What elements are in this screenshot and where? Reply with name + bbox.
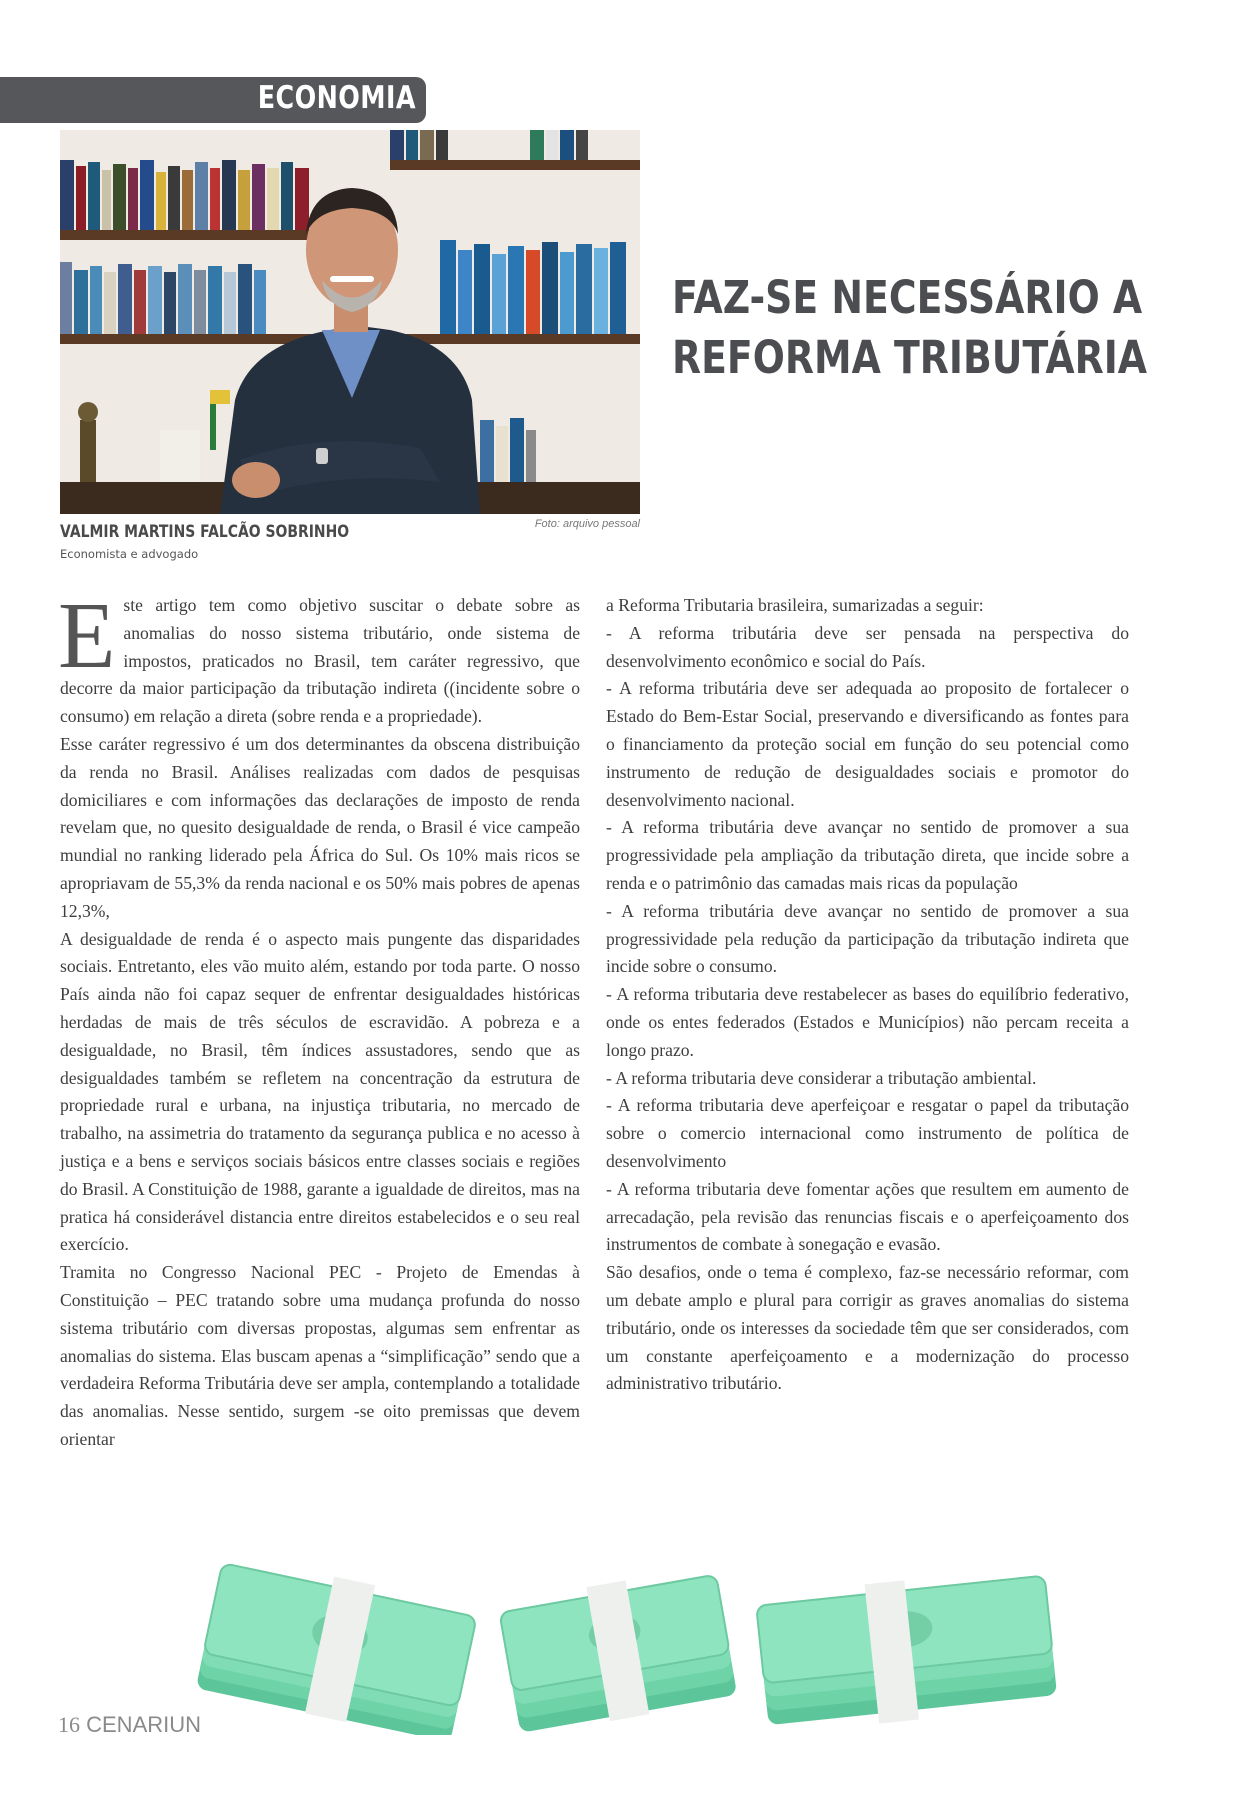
headline-line-1: FAZ-SE NECESSÁRIO A	[672, 271, 1143, 324]
paragraph: Este artigo tem como objetivo suscitar o debate sobre as anomalias do nosso sistema tributário, onde sistema de impostos, praticados no Brasil, tem caráter regressivo, que decorre da maior participação da tributação indireta ((incidente sobre o consumo) em relação a direta (sobre renda e a propriedade).	[58, 584, 580, 727]
premise-item: - A reforma tributária deve ser adequada ao proposito de fortalecer o Estado do Bem-Estar Social, preservando e diversificando as fontes para o financiamento da proteção social em função do seu potencial como instrumento de redução de desigualdades sociais e promotor do desenvolvimento nacional.	[606, 678, 1129, 810]
money-stack-icon	[498, 1565, 738, 1735]
paragraph: Esse caráter regressivo é um dos determinantes da obscena distribuição da renda no Brasil. Análises realizadas com dados de pesquisas domiciliares e com informações das declarações de imposto de renda revelam que, no quesito desigualdade de renda, o Brasil é vice campeão mundial no ranking liderado pela África do Sul. Os 10% mais ricos se apropriavam de 55,3% da renda nacional e os 50% mais pobres de apenas 12,3%,	[60, 733, 580, 921]
article-column-right	[606, 592, 1129, 1398]
section-bar	[0, 77, 426, 123]
paragraph: Tramita no Congresso Nacional PEC - Projeto de Emendas à Constituição – PEC tratando sobre uma mudança profunda do nosso sistema tributário com diversas propostas, algumas sem enfrentar as anomalias do sistema. Elas buscam apenas a “simplificação” sendo que a verdadeira Reforma Tributária deve ser ampla, contemplando a totalidade das anomalias. Nesse sentido, surgem -se oito premissas que devem orientar	[60, 1262, 580, 1449]
page-number: 16	[58, 1712, 80, 1737]
article-column-left	[58, 584, 580, 1454]
premise-item: - A reforma tributaria deve considerar a tributação ambiental.	[606, 1067, 1037, 1088]
photo-credit: Foto: arquivo pessoal	[534, 518, 640, 530]
paragraph: a Reforma Tributaria brasileira, sumarizadas a seguir:	[606, 595, 984, 615]
article-headline	[672, 268, 1148, 388]
premise-item: - A reforma tributária deve avançar no sentido de promover a sua progressividade pela ampliação da tributação direta, que incide sobre a renda e o patrimônio das camadas mais ricas da população	[606, 817, 1129, 893]
premise-item: - A reforma tributaria deve restabelecer as bases do equilíbrio federativo, onde os entes federados (Estados e Municípios) não percam receita a longo prazo.	[606, 984, 1129, 1060]
author-photo	[60, 130, 640, 514]
section-label: ECONOMIA	[257, 80, 416, 116]
magazine-logo: CENARIUN	[86, 1712, 202, 1737]
headline-line-2: REFORMA TRIBUTÁRIA	[672, 331, 1148, 384]
money-stack-icon	[195, 1555, 478, 1735]
money-stack-icon	[755, 1566, 1058, 1735]
premise-item: - A reforma tributaria deve aperfeiçoar e resgatar o papel da tributação sobre o comercio internacional como instrumento de política de desenvolvimento	[606, 1095, 1129, 1171]
money-illustration	[0, 1555, 1260, 1735]
author-name: VALMIR MARTINS FALCÃO SOBRINHO	[60, 522, 350, 542]
paragraph: São desafios, onde o tema é complexo, faz-se necessário reformar, com um debate amplo e plural para corrigir as graves anomalias do sistema tributário, onde os interesses da sociedade têm que ser considerados, com um constante aperfeiçoamento e a modernização do processo administrativo tributário.	[606, 1262, 1129, 1394]
premise-item: - A reforma tributária deve avançar no sentido de promover a sua progressividade pela redução da participação da tributação indireta que incide sobre o consumo.	[606, 900, 1129, 977]
author-role: Economista e advogado	[60, 547, 199, 561]
drop-cap: E	[58, 584, 116, 688]
page-footer	[58, 1712, 201, 1738]
paragraph: A desigualdade de renda é o aspecto mais pungente das disparidades sociais. Entretanto, eles vão muito além, estando por toda parte. O nosso País ainda não foi capaz sequer de enfrentar desigualdades históricas herdadas de mais de três séculos de escravidão. A pobreza e a desigualdade, no Brasil, têm índices assustadores, sendo que as desigualdades também se refletem na concentração da estrutura de propriedade rural e urbana, na injustiça tributaria, no mercado de trabalho, na assimetria do tratamento da segurança publica e no acesso à justiça e a bens e serviços sociais básicos entre classes sociais e regiões do Brasil. A Constituição de 1988, garante a igualdade de direitos, mas na pratica há considerável distancia entre direitos estabelecidos e o seu real exercício.	[60, 928, 580, 1255]
premise-item: - A reforma tributaria deve fomentar ações que resultem em aumento de arrecadação, pela revisão das renuncias fiscais e o aperfeiçoamento dos instrumentos de combate à sonegação e evasão.	[606, 1178, 1129, 1255]
premise-item: - A reforma tributária deve ser pensada na perspectiva do desenvolvimento econômico e social do País.	[606, 622, 1129, 671]
